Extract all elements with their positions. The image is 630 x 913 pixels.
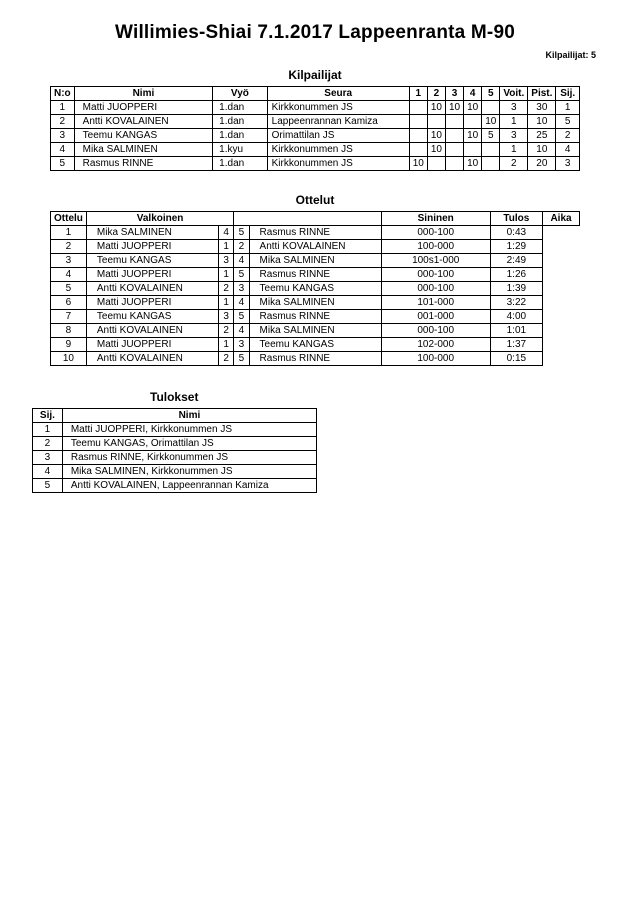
column-header-belt: Vyö [213,87,267,101]
results-header-row [33,409,317,423]
column-header-final-rank: Sij. [33,409,63,423]
cell-name: Rasmus RINNE [74,157,213,171]
cell-time: 1:39 [490,282,542,296]
table-row [51,157,580,171]
cell-white-number: 2 [219,352,234,366]
cell-blue-number: 4 [234,296,249,310]
cell-final-rank: 1 [33,423,63,437]
matches-section-heading: Ottelut [295,193,335,207]
cell-belt: 1.dan [213,115,267,129]
cell-result: 000-100 [381,324,490,338]
cell-match-1 [409,115,427,129]
column-header-match-no: Ottelu [51,212,87,226]
results-table [32,408,317,493]
cell-result: 000-100 [381,282,490,296]
cell-white-number: 3 [219,254,234,268]
table-row [51,268,580,282]
column-header-no: N:o [51,87,75,101]
cell-time: 0:15 [490,352,542,366]
cell-blue-name: Mika SALMINEN [249,254,381,268]
table-row [51,324,580,338]
column-header-match-3: 3 [445,87,463,101]
cell-match-no: 7 [51,310,87,324]
cell-match-5 [482,143,500,157]
cell-match-1 [409,101,427,115]
cell-club: Kirkkonummen JS [267,143,409,157]
cell-match-no: 6 [51,296,87,310]
cell-match-5 [482,101,500,115]
cell-match-no: 10 [51,352,87,366]
cell-blue-name: Teemu KANGAS [249,338,381,352]
cell-blue-number: 4 [234,254,249,268]
table-row [51,352,580,366]
cell-blue-name: Antti KOVALAINEN [249,240,381,254]
cell-match-no: 4 [51,268,87,282]
table-row [51,296,580,310]
cell-final-rank: 4 [33,465,63,479]
results-section-heading: Tulokset [150,390,199,404]
cell-wins: 3 [500,129,528,143]
cell-blue-name: Rasmus RINNE [249,268,381,282]
cell-no: 2 [51,115,75,129]
cell-match-1: 10 [409,157,427,171]
cell-wins: 2 [500,157,528,171]
competitors-table [50,86,580,171]
table-row [33,479,317,493]
cell-match-no: 9 [51,338,87,352]
cell-blue-name: Teemu KANGAS [249,282,381,296]
cell-white-number: 2 [219,324,234,338]
cell-belt: 1.dan [213,157,267,171]
cell-time: 2:49 [490,254,542,268]
cell-match-4: 10 [464,129,482,143]
cell-time: 1:29 [490,240,542,254]
cell-match-3: 10 [445,101,463,115]
cell-rank: 4 [556,143,580,157]
cell-club: Kirkkonummen JS [267,157,409,171]
cell-white-name: Mika SALMINEN [86,226,218,240]
cell-blue-number: 5 [234,310,249,324]
cell-white-number: 1 [219,338,234,352]
cell-no: 4 [51,143,75,157]
cell-blue-number: 5 [234,352,249,366]
column-header-final-name: Nimi [62,409,316,423]
cell-match-2 [427,115,445,129]
matches-table [50,211,580,366]
cell-points: 30 [528,101,556,115]
cell-blue-name: Rasmus RINNE [249,352,381,366]
table-row [51,240,580,254]
cell-result: 100-000 [381,240,490,254]
cell-match-3 [445,129,463,143]
cell-white-number: 1 [219,296,234,310]
cell-white-name: Teemu KANGAS [86,310,218,324]
cell-blue-number: 3 [234,338,249,352]
cell-time: 1:37 [490,338,542,352]
column-header-name: Nimi [74,87,213,101]
table-row [51,310,580,324]
cell-match-3 [445,143,463,157]
cell-wins: 1 [500,143,528,157]
cell-white-name: Matti JUOPPERI [86,240,218,254]
competitors-table-wrap [0,86,630,171]
column-header-points: Pist. [528,87,556,101]
cell-final-name: Rasmus RINNE, Kirkkonummen JS [62,451,316,465]
cell-rank: 5 [556,115,580,129]
cell-belt: 1.dan [213,101,267,115]
column-header-club: Seura [267,87,409,101]
cell-white-number: 1 [219,268,234,282]
cell-name: Antti KOVALAINEN [74,115,213,129]
cell-white-name: Matti JUOPPERI [86,338,218,352]
cell-blue-name: Mika SALMINEN [249,296,381,310]
cell-blue-name: Mika SALMINEN [249,324,381,338]
cell-match-3 [445,157,463,171]
cell-result: 100-000 [381,352,490,366]
column-header-match-5: 5 [482,87,500,101]
cell-blue-name: Rasmus RINNE [249,310,381,324]
cell-match-no: 1 [51,226,87,240]
cell-final-name: Mika SALMINEN, Kirkkonummen JS [62,465,316,479]
matches-table-wrap [0,211,630,366]
cell-match-2: 10 [427,101,445,115]
cell-white-number: 1 [219,240,234,254]
cell-match-no: 2 [51,240,87,254]
cell-rank: 1 [556,101,580,115]
cell-white-number: 2 [219,282,234,296]
column-header-blue-spacer [234,212,381,226]
cell-white-number: 3 [219,310,234,324]
table-row [33,423,317,437]
cell-final-rank: 5 [33,479,63,493]
cell-result: 102-000 [381,338,490,352]
cell-time: 3:22 [490,296,542,310]
cell-match-4: 10 [464,157,482,171]
table-row [33,465,317,479]
column-header-rank: Sij. [556,87,580,101]
cell-time: 1:01 [490,324,542,338]
column-header-match-4: 4 [464,87,482,101]
cell-match-5 [482,157,500,171]
cell-match-4: 10 [464,101,482,115]
column-header-result: Tulos [490,212,542,226]
column-header-white: Valkoinen [86,212,233,226]
cell-wins: 3 [500,101,528,115]
results-table-wrap [0,408,630,493]
cell-points: 10 [528,143,556,157]
cell-no: 3 [51,129,75,143]
cell-match-4 [464,143,482,157]
cell-rank: 3 [556,157,580,171]
cell-no: 1 [51,101,75,115]
cell-club: Lappeenrannan Kamiza [267,115,409,129]
cell-blue-number: 4 [234,324,249,338]
cell-result: 000-100 [381,268,490,282]
table-row [51,129,580,143]
cell-points: 20 [528,157,556,171]
cell-belt: 1.dan [213,129,267,143]
cell-blue-name: Rasmus RINNE [249,226,381,240]
cell-blue-number: 2 [234,240,249,254]
cell-blue-number: 5 [234,226,249,240]
cell-match-no: 8 [51,324,87,338]
cell-white-name: Antti KOVALAINEN [86,282,218,296]
cell-points: 25 [528,129,556,143]
cell-time: 1:26 [490,268,542,282]
cell-final-name: Teemu KANGAS, Orimattilan JS [62,437,316,451]
cell-match-2 [427,157,445,171]
table-row [51,226,580,240]
cell-time: 0:43 [490,226,542,240]
cell-blue-number: 5 [234,268,249,282]
cell-white-name: Antti KOVALAINEN [86,324,218,338]
table-row [51,143,580,157]
table-row [51,254,580,268]
cell-blue-number: 3 [234,282,249,296]
competitors-header-row [51,87,580,101]
cell-match-5: 10 [482,115,500,129]
cell-match-1 [409,143,427,157]
column-header-match-2: 2 [427,87,445,101]
cell-wins: 1 [500,115,528,129]
cell-white-name: Matti JUOPPERI [86,268,218,282]
cell-match-1 [409,129,427,143]
cell-final-rank: 3 [33,451,63,465]
cell-match-4 [464,115,482,129]
cell-match-3 [445,115,463,129]
cell-result: 001-000 [381,310,490,324]
cell-result: 000-100 [381,226,490,240]
table-row [51,115,580,129]
column-header-time: Aika [543,212,580,226]
competitor-count-label: Kilpailijat: 5 [545,50,596,60]
matches-header-row [51,212,580,226]
cell-name: Mika SALMINEN [74,143,213,157]
cell-club: Kirkkonummen JS [267,101,409,115]
table-row [51,338,580,352]
cell-final-name: Matti JUOPPERI, Kirkkonummen JS [62,423,316,437]
cell-final-rank: 2 [33,437,63,451]
table-row [33,437,317,451]
cell-match-5: 5 [482,129,500,143]
cell-match-no: 5 [51,282,87,296]
cell-match-no: 3 [51,254,87,268]
cell-final-name: Antti KOVALAINEN, Lappeenrannan Kamiza [62,479,316,493]
page-title: Willimies-Shiai 7.1.2017 Lappeenranta M-90 [115,22,515,43]
cell-white-name: Teemu KANGAS [86,254,218,268]
table-row [51,282,580,296]
table-row [33,451,317,465]
cell-belt: 1.kyu [213,143,267,157]
cell-rank: 2 [556,129,580,143]
cell-club: Orimattilan JS [267,129,409,143]
cell-match-2: 10 [427,129,445,143]
cell-name: Matti JUOPPERI [74,101,213,115]
cell-white-number: 4 [219,226,234,240]
cell-white-name: Antti KOVALAINEN [86,352,218,366]
cell-match-2: 10 [427,143,445,157]
column-header-match-1: 1 [409,87,427,101]
competitors-section-heading: Kilpailijat [288,68,342,82]
cell-points: 10 [528,115,556,129]
table-row [51,101,580,115]
cell-time: 4:00 [490,310,542,324]
cell-white-name: Matti JUOPPERI [86,296,218,310]
cell-name: Teemu KANGAS [74,129,213,143]
column-header-wins: Voit. [500,87,528,101]
cell-no: 5 [51,157,75,171]
column-header-blue: Sininen [381,212,490,226]
cell-result: 101-000 [381,296,490,310]
cell-result: 100s1-000 [381,254,490,268]
tournament-result-page [0,22,630,913]
